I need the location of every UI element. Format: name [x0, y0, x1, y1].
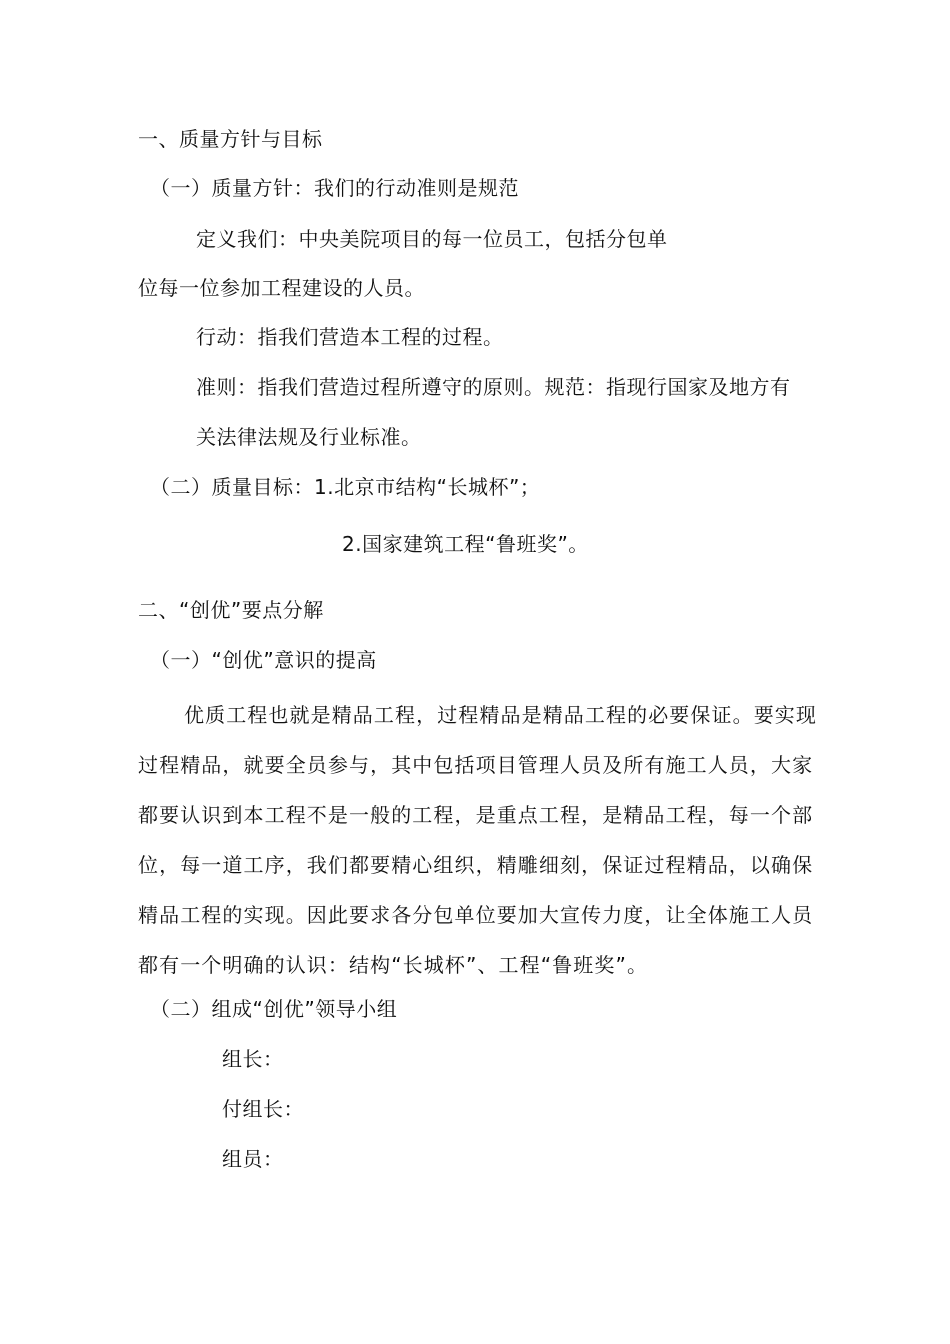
definition-line-1: 定义我们：中央美院项目的每一位员工，包括分包单 — [196, 227, 668, 251]
rule-definition-line-2: 关法律法规及行业标准。 — [196, 425, 422, 449]
group-members-label: 组员： — [222, 1147, 284, 1171]
awareness-paragraph: 优质工程也就是精品工程，过程精品是精品工程的必要保证。要实现过程精品，就要全员参与，其中包括项目管理人员及所有施工人员，大家都要认识到本工程不是一般的工程，是重点工程，是精品工程，每一个部位，每一道工序，我们都要精心组织，精雕细刻，保证过程精品，以确保精品工程的实现。因此要求各分包单位要加大宣传力度，让全体施工人员都有一个明确的认识：结构“长城杯”、工程“鲁班奖”。 — [138, 703, 817, 977]
definition-line-2: 位每一位参加工程建设的人员。 — [138, 276, 425, 300]
quality-goal-heading: （二）质量目标：1.北京市结构“长城杯”； — [150, 475, 541, 499]
section2-heading: 二、“创优”要点分解 — [138, 598, 324, 622]
deputy-leader-label: 付组长： — [222, 1097, 304, 1121]
awareness-heading: （一）“创优”意识的提高 — [150, 648, 377, 672]
group-leader-label: 组长： — [222, 1047, 284, 1071]
section1-heading: 一、质量方针与目标 — [138, 127, 323, 151]
action-definition: 行动：指我们营造本工程的过程。 — [196, 325, 504, 349]
quality-policy-heading: （一）质量方针：我们的行动准则是规范 — [150, 176, 519, 200]
quality-goal-2: 2.国家建筑工程“鲁班奖”。 — [342, 532, 589, 556]
rule-definition-line-1: 准则：指我们营造过程所遵守的原则。规范：指现行国家及地方有 — [196, 375, 791, 399]
leadership-group-heading: （二）组成“创优”领导小组 — [150, 997, 398, 1021]
